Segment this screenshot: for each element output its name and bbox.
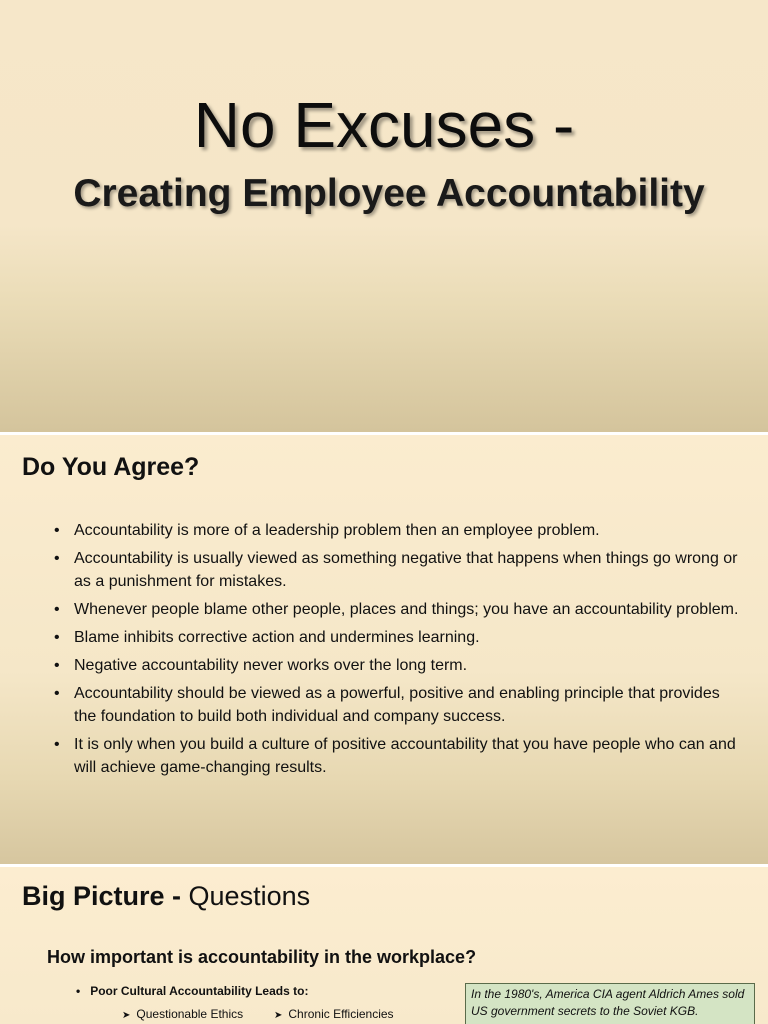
slide-heading: Do You Agree? xyxy=(22,453,200,481)
heading-bold: Big Picture - xyxy=(22,881,189,911)
sub-bullet xyxy=(76,984,308,998)
arrow-bullet-icon: ➤ xyxy=(274,1010,283,1021)
heading-rest: Questions xyxy=(188,881,311,911)
list-item: • Accountability should be viewed as a powerful, positive and enabling principle that provides the foundation to build both individual and company success. xyxy=(52,682,742,728)
arrow-bullet-icon: ➤ xyxy=(122,1010,131,1021)
agree-slide xyxy=(0,435,768,864)
arrow-item xyxy=(274,1007,394,1021)
big-picture-slide xyxy=(0,867,768,1024)
list-item: • Blame inhibits corrective action and undermines learning. xyxy=(52,626,742,649)
slide-heading xyxy=(22,881,310,912)
sub-bullet-text: Poor Cultural Accountability Leads to: xyxy=(90,984,309,998)
callout-box: In the 1980's, America CIA agent Aldrich Ames sold US government secrets to the Soviet KGB. xyxy=(465,983,755,1024)
list-item: • Accountability is usually viewed as something negative that happens when things go wrong or as a punishment for mistakes. xyxy=(52,547,742,593)
bullet-list xyxy=(52,519,742,784)
arrow-item xyxy=(122,1007,243,1021)
arrow-item-text: Chronic Efficiencies xyxy=(288,1007,394,1021)
title-slide xyxy=(0,0,768,432)
list-item: • Negative accountability never works over the long term. xyxy=(52,654,742,677)
list-item: • Accountability is more of a leadership problem then an employee problem. xyxy=(52,519,742,542)
list-item: • It is only when you build a culture of positive accountability that you have people who can and will achieve game-changing results. xyxy=(52,733,742,779)
list-item: • Whenever people blame other people, places and things; you have an accountability problem. xyxy=(52,598,742,621)
slide-title: No Excuses - xyxy=(193,89,575,161)
question-heading: How important is accountability in the workplace? xyxy=(47,947,477,967)
slide-subtitle: Creating Employee Accountability xyxy=(73,172,705,215)
arrow-item-text: Questionable Ethics xyxy=(136,1007,244,1021)
